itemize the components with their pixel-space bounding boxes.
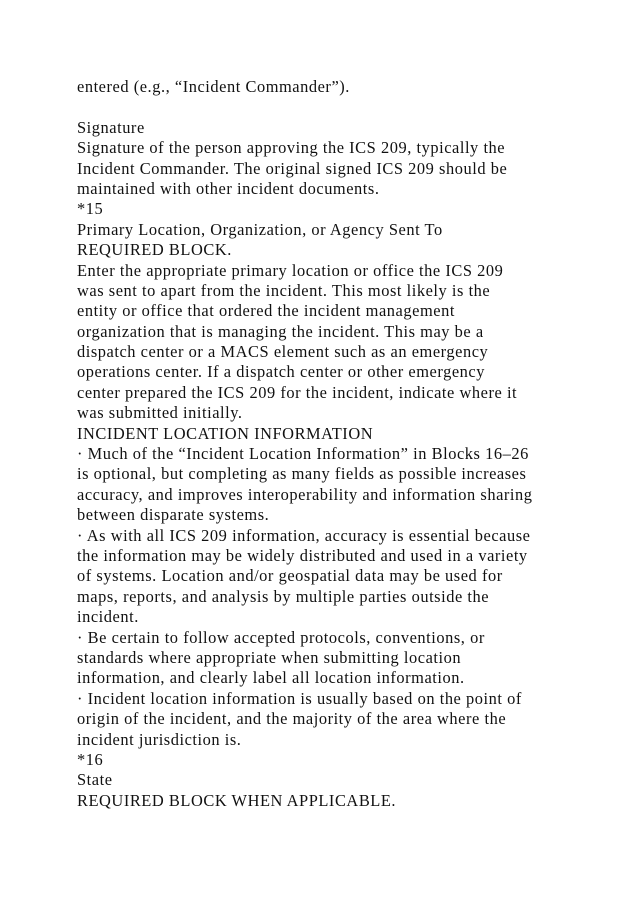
document-body-text — [77, 77, 617, 811]
text-line: entity or office that ordered the incident management — [77, 301, 455, 321]
bullet-line: · Much of the “Incident Location Information” in Blocks 16–26 — [77, 444, 529, 464]
bullet-line: · As with all ICS 209 information, accuracy is essential because — [77, 525, 531, 545]
text-line: Enter the appropriate primary location or office the ICS 209 — [77, 260, 504, 280]
field-heading-signature: Signature — [77, 117, 145, 137]
text-line: Incident Commander. The original signed ICS 209 should be — [77, 158, 508, 178]
text-line: dispatch center or a MACS element such as an emergency — [77, 342, 489, 362]
text-line: center prepared the ICS 209 for the incident, indicate where it — [77, 382, 518, 402]
text-line: incident jurisdiction is. — [77, 729, 242, 749]
block-number-15: *15 — [77, 199, 104, 219]
bullet-line: · Be certain to follow accepted protocols, conventions, or — [77, 627, 485, 647]
text-line: entered (e.g., “Incident Commander”). — [77, 77, 350, 96]
bullet-line: · Incident location information is usually based on the point of — [77, 688, 522, 708]
block-number-16: *16 — [77, 749, 104, 769]
blank-line — [77, 97, 617, 117]
text-line: was submitted initially. — [77, 403, 243, 423]
text-line: of systems. Location and/or geospatial data may be used for — [77, 566, 503, 586]
text-line: is optional, but completing as many fields as possible increases — [77, 464, 527, 484]
text-line: the information may be widely distributed and used in a variety — [77, 545, 528, 565]
text-line: information, and clearly label all location information. — [77, 668, 465, 688]
required-block-label: REQUIRED BLOCK WHEN APPLICABLE. — [77, 790, 397, 810]
text-line: was sent to apart from the incident. This most likely is the — [77, 280, 491, 300]
field-heading-state: State — [77, 770, 113, 790]
text-line: incident. — [77, 607, 139, 627]
text-line: organization that is managing the incident. This may be a — [77, 321, 484, 341]
text-line: Signature of the person approving the ICS 209, typically the — [77, 138, 506, 158]
text-line: standards where appropriate when submitting location — [77, 647, 462, 667]
field-heading-primary-location: Primary Location, Organization, or Agency Sent To — [77, 219, 443, 239]
text-line: maps, reports, and analysis by multiple parties outside the — [77, 586, 490, 606]
text-line: between disparate systems. — [77, 505, 270, 525]
text-line: operations center. If a dispatch center or other emergency — [77, 362, 485, 382]
text-line: maintained with other incident documents. — [77, 178, 380, 198]
section-heading-incident-location: INCIDENT LOCATION INFORMATION — [77, 423, 374, 443]
text-line: accuracy, and improves interoperability and information sharing — [77, 484, 533, 504]
required-block-label: REQUIRED BLOCK. — [77, 240, 232, 260]
text-line: origin of the incident, and the majority of the area where the — [77, 709, 507, 729]
